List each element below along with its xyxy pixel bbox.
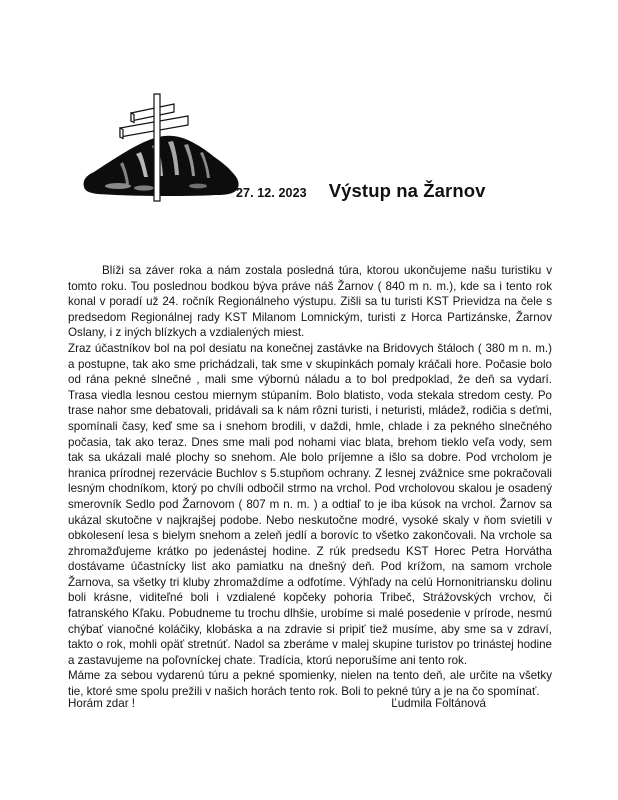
document-date: 27. 12. 2023 xyxy=(236,186,307,200)
body-paragraph: Zraz účastníkov bol na pol desiatu na konečnej zastávke na Bridovych štáloch ( 380 m n. m.) a postupne, tak ako sme prichádzali, tak sme v skupinkách pomaly kráčali hore. Počasie bolo od rána pekné slnečné , mali sme výbornú náladu a to bol predpoklad, že deň sa vydarí. Trasa viedla lesnou cestou miernym stúpaním. Bolo blatisto, voda stekala stredom cesty. Po trase nahor sme debatovali, pridávali sa k nám rôzni turisti, i neturisti, mládež, rodičia s deťmi, spomínali časy, keď sme sa i snehom brodili, v daždi, hmle, chlade i za pekného slnečného počasia, tak ako teraz. Dnes sme mali pod nohami viac blata, brehom tieklo veľa vody, sem tak sa ukázali malé plochy so snehom. Ale bolo príjemne a išlo sa dobre. Pod vrcholom je hranica prírodnej rezervácie Buchlov s 5.stupňom ochrany. Z lesnej zvážnice sme pokračovali lesným chodníkom, ktorý po chvíli odbočil strmo na vrchol. Pod vrcholovou skalou je osadený smerovník Sedlo pod Žarnovom ( 807 m n. m. ) a odtiaľ to je iba kúsok na vrchol. Žarnov sa ukázal skutočne v najkrajšej podobe. Nebo neskutočne modré, vysoké skaly v ňom svietili v obkolesení lesa s bielym snehom a zeleň jedlí a borovíc to všetko zakončovali. Na vrchole sa zhromažďujeme krátko po jedenástej hodine. Z rúk predsedu KST Horec Petra Horvátha dostávame účastnícky list ako pamiatku na dnešný deň. Pod krížom, na samom vrchole Žarnova, sa všetky tri kluby zhromaždíme a odfotíme. Výhľady na celú Hornonitriansku dolinu boli krásne, viditeľné boli i vzdialené kopčeky pohoria Tribeč, Strážovských vrchov, či fatranského Kľaku. Pobudneme tu trochu dlhšie, urobíme si malé posedenie v prírode, nesmú chýbať vianočné koláčiky, klobáska a na zdravie si pripiť tiež musíme, aby sme sa v zdraví, takto o rok, mohli opäť stretnúť. Nadol sa zberáme v malej skupine turistov po trinástej hodine a zastavujeme na poľovníckej chate. Tradícia, ktorú neporušíme ani tento rok. xyxy=(68,341,552,667)
signature-row xyxy=(68,697,552,710)
rock-hill-shape xyxy=(84,136,239,196)
page-title: Výstup na Žarnov xyxy=(328,180,486,201)
document-header xyxy=(0,0,618,215)
closing-greeting: Horám zdar ! xyxy=(68,697,136,710)
body-paragraph: Máme za sebou vydarenú túru a pekné spomienky, nielen na tento deň, ale určite na všetky tie, ktoré sme spolu prežili v našich horách tento rok. Boli to pekné túry a je na čo spomínať. xyxy=(68,669,552,699)
body-paragraph: Blíži sa záver roka a nám zostala posledná túra, ktorou ukončujeme našu turistiku v tomto roku. Tou poslednou bodkou býva práve náš Žarnov ( 840 m n. m.), kde sa i tento rok konal v poradí už 24. ročník Regionálneho výstupu. Zišli sa tu turisti KST Prievidza na čele s predsedom Regionálnej rady KST Milanom Lomnickým, turisti z Horca Partizánske, Žarnov Oslany, i z iných blízkych a vzdialených miest. xyxy=(68,264,552,340)
document-body xyxy=(68,263,552,700)
mountain-double-cross-logo xyxy=(78,82,248,202)
title-row xyxy=(236,180,486,202)
author-signature: Ľudmila Foltánová xyxy=(391,697,486,710)
